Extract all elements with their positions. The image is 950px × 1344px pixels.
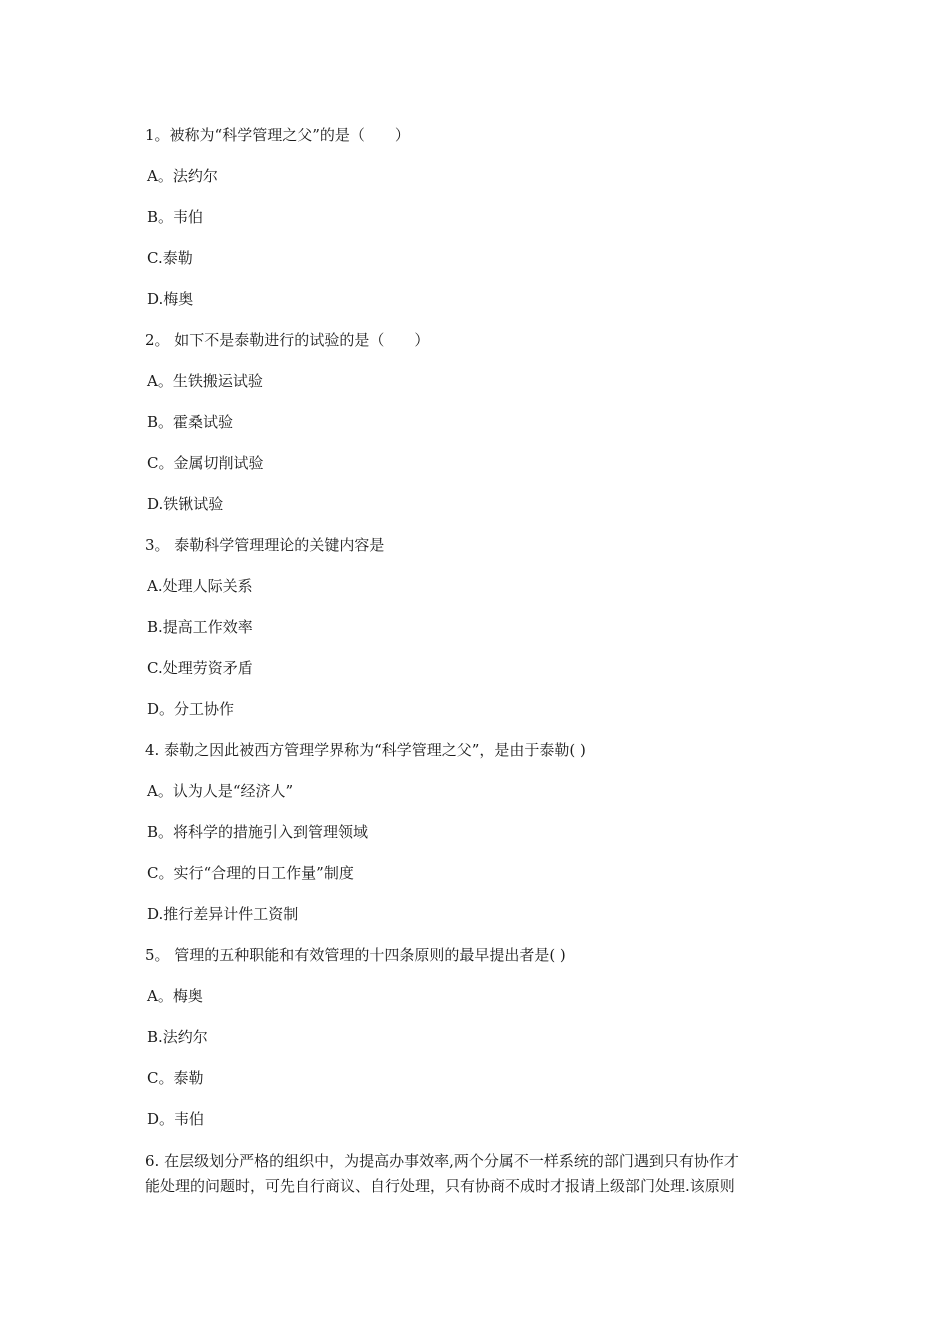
question-3-option-d: D。分工协作 <box>147 700 235 718</box>
question-4-option-c: C。实行“合理的日工作量”制度 <box>147 864 354 882</box>
question-2-stem: 2。 如下不是泰勒进行的试验的是（ ） <box>145 331 430 349</box>
question-5-option-c: C。泰勒 <box>147 1069 204 1087</box>
question-6-line-2: 能处理的问题时，可先自行商议、自行处理，只有协商不成时才报请上级部门处理.该原则 <box>145 1177 735 1195</box>
question-4-option-a: A。认为人是“经济人” <box>147 782 294 800</box>
question-2-option-d: D.铁锹试验 <box>147 495 224 513</box>
question-4-option-d: D.推行差异计件工资制 <box>147 905 299 923</box>
question-5-option-a: A。梅奥 <box>147 987 203 1005</box>
question-3-option-c: C.处理劳资矛盾 <box>147 659 253 677</box>
question-6-line-1: 6. 在层级划分严格的组织中，为提高办事效率,两个分属不一样系统的部门遇到只有协作才 <box>145 1152 739 1170</box>
question-1-option-d: D.梅奥 <box>147 290 194 308</box>
question-3-option-a: A.处理人际关系 <box>147 577 253 595</box>
question-1-option-a: A。法约尔 <box>147 167 218 185</box>
question-2-option-c: C。金属切削试验 <box>147 454 264 472</box>
question-2-option-a: A。生铁搬运试验 <box>147 372 263 390</box>
question-3-option-b: B.提高工作效率 <box>147 618 253 636</box>
question-2-option-b: B。霍桑试验 <box>147 413 234 431</box>
question-4-stem: 4. 泰勒之因此被西方管理学界称为“科学管理之父”，是由于泰勒( ) <box>145 741 586 759</box>
question-1-option-b: B。韦伯 <box>147 208 204 226</box>
question-4-option-b: B。将科学的措施引入到管理领域 <box>147 823 369 841</box>
question-1-stem: 1。被称为“科学管理之父”的是（ ） <box>145 126 410 144</box>
question-6-stem <box>145 1149 810 1199</box>
question-5-stem: 5。 管理的五种职能和有效管理的十四条原则的最早提出者是( ) <box>145 946 566 964</box>
question-5-option-d: D。韦伯 <box>147 1110 205 1128</box>
question-5-option-b: B.法约尔 <box>147 1028 208 1046</box>
question-1-option-c: C.泰勒 <box>147 249 193 267</box>
question-3-stem: 3。 泰勒科学管理理论的关键内容是 <box>145 536 385 554</box>
